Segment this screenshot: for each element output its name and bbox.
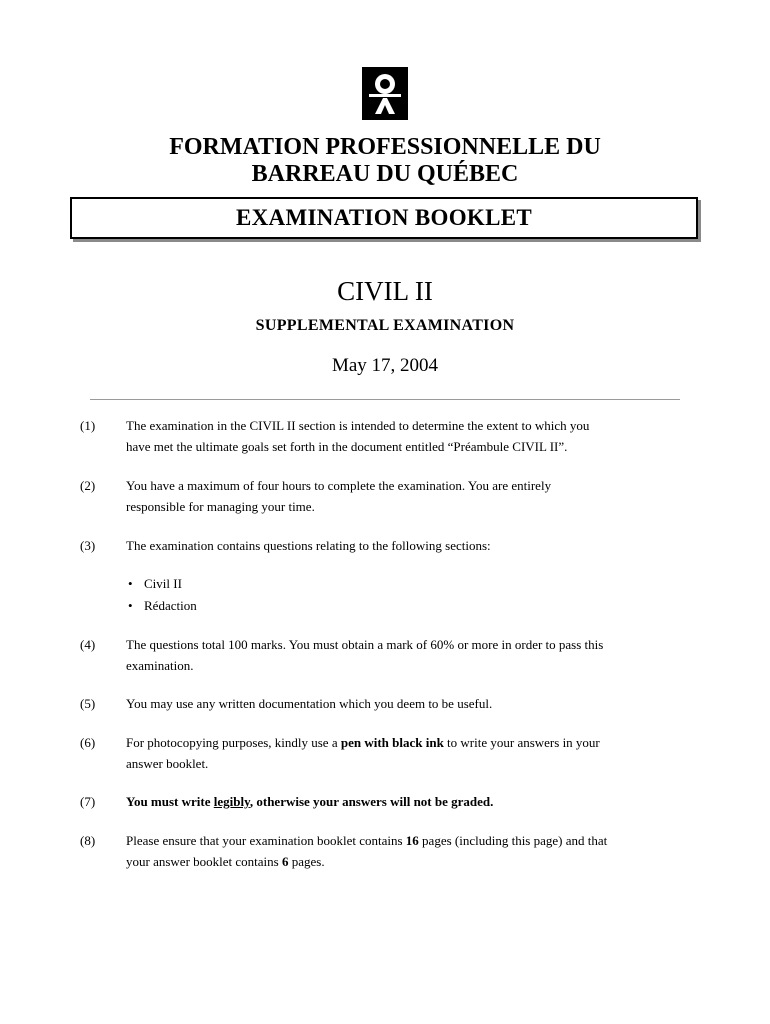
barreau-quebec-logo-icon [362, 67, 408, 120]
section-label: Rédaction [144, 598, 197, 613]
item-line: responsible for managing your time. [126, 498, 315, 514]
item-line: answer booklet. [126, 755, 209, 771]
item-number: (4) [80, 637, 96, 652]
item-text-segment: pages (including this page) and that [418, 833, 608, 848]
item-line: The examination in the CIVIL II section is intended to determine the extent to which you [126, 418, 590, 433]
item-text-segment: Please ensure that your examination booklet contains [126, 833, 406, 848]
item-text [126, 831, 690, 872]
item-text-segment: your answer booklet contains [126, 853, 282, 869]
section-list-item [128, 596, 197, 616]
bullet-icon: • [128, 576, 133, 591]
section-list-item [128, 574, 182, 594]
item-line: The questions total 100 marks. You must obtain a mark of 60% or more in order to pass this [126, 637, 604, 652]
item-line: examination. [126, 657, 194, 673]
organization-line-1: FORMATION PROFESSIONNELLE DU [169, 134, 601, 160]
item-text [126, 792, 690, 813]
item-line: have met the ultimate goals set forth in the document entitled “Préambule CIVIL II”. [126, 438, 568, 454]
booklet-title: EXAMINATION BOOKLET [235, 205, 532, 230]
item-text: The examination contains questions relating to the following sections: [126, 538, 491, 553]
item-text [126, 476, 690, 517]
item-number: (1) [80, 418, 96, 433]
exam-date: May 17, 2004 [331, 355, 439, 376]
item-number: (3) [80, 538, 96, 553]
item-text-segment: pages. [288, 853, 325, 869]
item-number: (7) [80, 794, 96, 809]
item-text [126, 416, 690, 457]
item-line [126, 852, 690, 873]
item-line: You have a maximum of four hours to complete the examination. You are entirely [126, 478, 552, 493]
item-text-segment: You must write [126, 794, 214, 809]
item-text [126, 733, 690, 774]
emphasis-pen-ink: pen with black ink [340, 735, 444, 750]
exam-type: SUPPLEMENTAL EXAMINATION [255, 317, 515, 334]
item-text-segment: For photocopying purposes, kindly use a [126, 735, 341, 750]
organization-name [0, 134, 770, 188]
answer-page-count: 6 [281, 853, 289, 869]
organization-line-2: BARREAU DU QUÉBEC [251, 161, 519, 187]
booklet-title-box [70, 197, 698, 239]
item-number: (2) [80, 478, 96, 493]
item-line [126, 733, 690, 754]
item-number: (6) [80, 735, 96, 750]
page-count: 16 [405, 833, 419, 848]
bullet-icon: • [128, 598, 133, 613]
item-text-segment: , otherwise your answers will not be graded. [249, 794, 494, 809]
section-label: Civil II [144, 576, 182, 591]
subject-title: CIVIL II [337, 276, 433, 306]
emphasis-legibly: legibly [213, 794, 250, 809]
divider [90, 399, 680, 400]
item-number: (5) [80, 696, 96, 711]
item-number: (8) [80, 833, 96, 848]
item-text-segment: to write your answers in your [443, 735, 600, 750]
item-text: You may use any written documentation which you deem to be useful. [126, 696, 493, 711]
item-text [126, 635, 690, 676]
item-line [126, 831, 690, 852]
